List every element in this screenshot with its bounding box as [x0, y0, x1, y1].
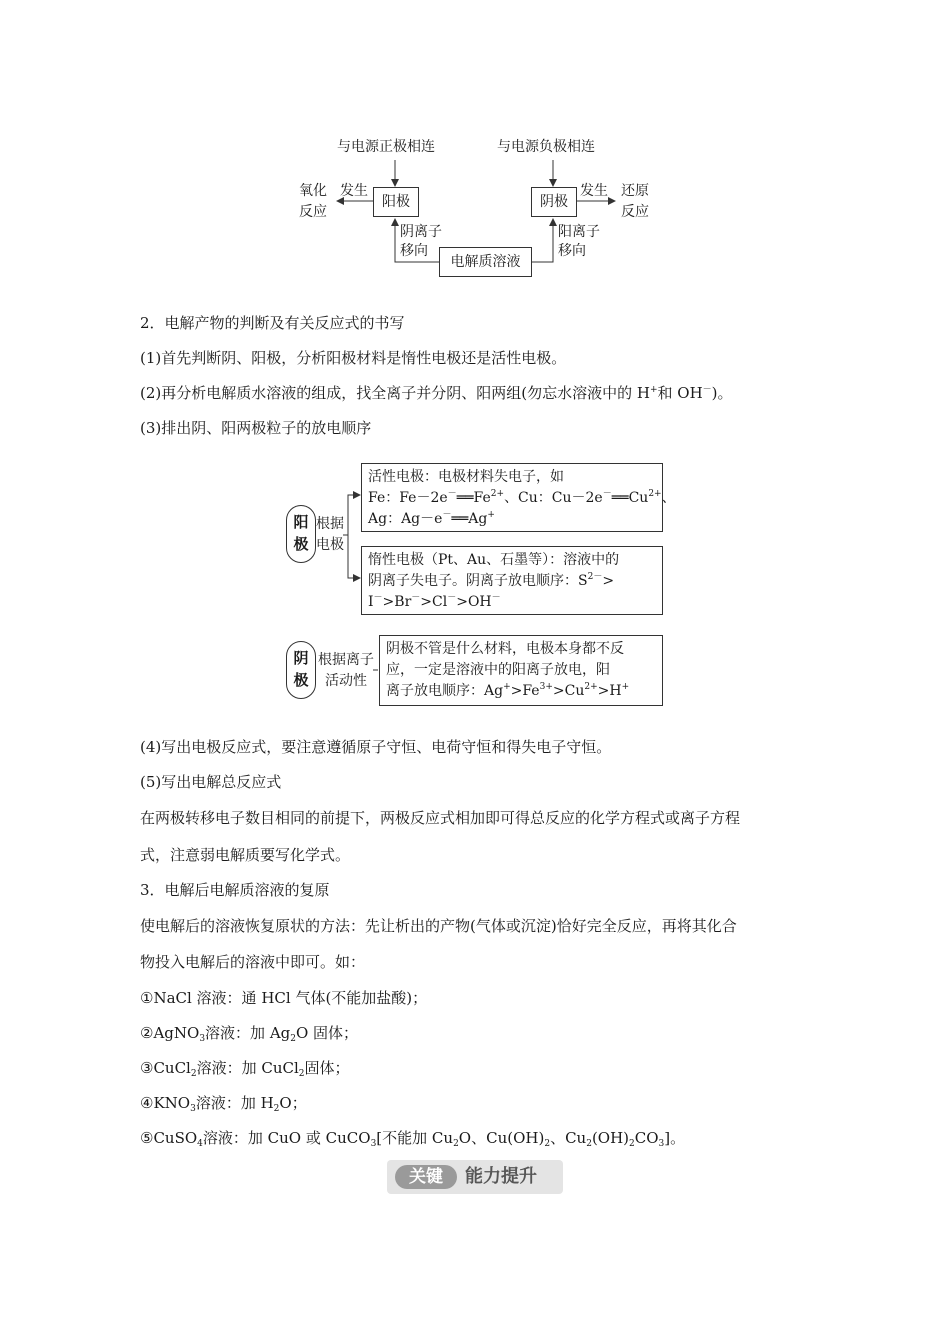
cu-eq-right: ══Cu: [611, 490, 649, 506]
cathode-pill-char-1: 阴: [293, 649, 309, 667]
happen-right-label: 发生: [580, 183, 608, 199]
cathode-line-1: 阴极不管是什么材料，电极本身都不反: [386, 641, 624, 657]
ag-ion-charge: +: [487, 510, 495, 520]
fe-cation: >Fe: [510, 683, 540, 699]
item-5-e: 、Cu: [550, 1129, 587, 1147]
item-3-b: 溶液：加 CuCl: [196, 1059, 299, 1077]
paragraph-1: (1)首先判断阴、阳极，分析阳极材料是惰性电极还是活性电极。: [140, 349, 567, 367]
cu-e-charge: －: [602, 489, 612, 499]
item-3-a: ③CuCl: [140, 1059, 191, 1077]
ag-eq-left: Ag：Ag－e: [368, 511, 443, 527]
reduction-label-2: 反应: [621, 204, 649, 220]
cation-move-label-2: 移向: [558, 243, 586, 259]
item-5-f: (OH): [591, 1129, 630, 1147]
h-cation: >H: [597, 683, 622, 699]
anode-pill-char-1: 阳: [293, 513, 309, 531]
item-5-c: [不能加 Cu: [376, 1129, 454, 1147]
item-4-c: O；: [279, 1094, 307, 1112]
anode-pill-char-2: 极: [293, 535, 309, 553]
ag-cation-charge: +: [503, 682, 511, 692]
anode-label: 阳极: [382, 194, 410, 210]
paragraph-2-end: )。: [711, 384, 733, 402]
item-2: [140, 1023, 358, 1043]
by-ion-2: 活动性: [325, 673, 367, 689]
fe-ion-charge: 2+: [490, 489, 505, 499]
inert-line-2: [368, 571, 614, 591]
by-ion-1: 根据离子: [318, 652, 374, 668]
active-line-2-end: 、: [661, 490, 676, 506]
by-electrode-2: 电极: [316, 537, 344, 553]
active-electrode-box: [361, 463, 676, 532]
cu-cation-charge: 2+: [584, 682, 598, 692]
active-line-2: [368, 488, 676, 508]
item-2-c: O 固体；: [295, 1024, 359, 1042]
cl-ion: >Cl: [420, 594, 448, 610]
inert-line-3: [368, 592, 501, 612]
inert-line-2-text: 阴离子失电子。阴离子放电顺序：S: [368, 573, 588, 589]
paragraph-6a: 在两极转移电子数目相同的前提下，两极反应式相加即可得总反应的化学方程式或离子方程: [140, 809, 741, 827]
cathode-line-3: [386, 681, 629, 701]
item-3-sub1: 2: [190, 1069, 197, 1079]
item-3: [140, 1058, 350, 1078]
anode-pill: [286, 505, 316, 563]
cu-cation: >Cu: [552, 683, 585, 699]
item-2-sub1: 3: [199, 1034, 206, 1044]
item-4-sub2: 2: [273, 1104, 280, 1114]
item-1: ①NaCl 溶液：通 HCl 气体(不能加盐酸)；: [140, 989, 428, 1007]
active-line-3: [368, 509, 495, 529]
item-2-a: ②AgNO: [140, 1024, 200, 1042]
br-ion: >Br: [382, 594, 412, 610]
active-line-1: 活性电极：电极材料失电子，如: [368, 469, 564, 485]
cl-ion-charge: －: [447, 593, 457, 603]
fe-eq-right: ══Fe: [456, 490, 491, 506]
banner-tag: 关键: [395, 1165, 457, 1189]
anode-source-label: 与电源正极相连: [337, 139, 435, 155]
happen-left-label: 发生: [340, 183, 368, 199]
inert-electrode-box: [361, 546, 663, 615]
item-5-h: ]。: [664, 1129, 686, 1147]
ag-e-charge: －: [442, 510, 452, 520]
item-5-b: 溶液：加 CuO 或 CuCO: [202, 1129, 371, 1147]
cathode-label: 阴极: [540, 194, 568, 210]
item-5-sub1: 4: [197, 1139, 203, 1149]
item-5-d: O、Cu(OH): [458, 1129, 545, 1147]
oh-ion-charge-2: －: [491, 593, 501, 603]
fe-eq-left: Fe：Fe－2e: [368, 490, 448, 506]
electrolyte-label: 电解质溶液: [450, 254, 521, 270]
item-5-sub5: 2: [586, 1139, 592, 1149]
item-4-b: 溶液：加 H: [195, 1094, 274, 1112]
paragraph-6b: 式，注意弱电解质要写化学式。: [140, 846, 351, 864]
item-5-sub4: 2: [544, 1139, 551, 1149]
inert-line-1: 惰性电极（Pt、Au、石墨等）：溶液中的: [368, 552, 620, 568]
by-electrode-1: 根据: [316, 516, 344, 532]
to-inert-arrow: [348, 535, 360, 578]
cathode-rule-box: [379, 635, 663, 706]
i-ion-charge: －: [373, 593, 383, 603]
item-2-sub2: 2: [290, 1034, 296, 1044]
anion-move-label-2: 移向: [400, 243, 428, 259]
h-ion-charge: +: [649, 385, 658, 395]
h-cation-charge: +: [621, 682, 630, 692]
cathode-pill-char-2: 极: [293, 671, 309, 689]
i-ion: I: [368, 594, 374, 610]
item-5: [140, 1128, 685, 1148]
paragraph-2-mid: 和 OH: [657, 384, 703, 402]
item-2-b: 溶液：加 Ag: [205, 1024, 291, 1042]
br-ion-charge: －: [411, 593, 421, 603]
item-5-sub3: 2: [453, 1139, 459, 1149]
item-5-sub7: 3: [658, 1139, 665, 1149]
item-5-sub2: 3: [370, 1139, 377, 1149]
s-ion-charge: 2－: [587, 572, 603, 582]
to-active-arrow: [348, 495, 360, 535]
inert-line-2-gt: >: [602, 573, 615, 589]
item-3-c: 固体；: [304, 1059, 350, 1077]
cathode-source-label: 与电源负极相连: [497, 139, 595, 155]
fe-cation-charge: 3+: [539, 682, 553, 692]
item-5-g: CO: [634, 1129, 659, 1147]
reduction-label-1: 还原: [621, 183, 649, 199]
paragraph-2-text: (2)再分析电解质水溶液的组成，找全离子并分阴、阳两组(勿忘水溶液中的 H: [140, 384, 650, 402]
cation-move-label-1: 阳离子: [558, 224, 600, 240]
item-4: [140, 1093, 307, 1113]
oh-ion: >OH: [456, 594, 492, 610]
paragraph-4: (4)写出电极反应式，要注意遵循原子守恒、电荷守恒和得失电子守恒。: [140, 738, 612, 756]
item-4-a: ④KNO: [140, 1094, 191, 1112]
cu-eq-left: 、Cu：Cu－2e: [504, 490, 603, 506]
oxidation-label-2: 反应: [299, 204, 327, 220]
item-4-sub1: 3: [190, 1104, 196, 1114]
ag-eq-right: ══Ag: [451, 511, 488, 527]
item-5-sub6: 2: [629, 1139, 635, 1149]
cu-ion-charge: 2+: [648, 489, 662, 499]
fe-e-charge: －: [447, 489, 457, 499]
section-3-heading: 3．电解后电解质溶液的复原: [140, 881, 330, 899]
item-5-a: ⑤CuSO: [140, 1129, 198, 1147]
ag-cation: 离子放电顺序：Ag: [386, 683, 504, 699]
paragraph-7b: 物投入电解后的溶液中即可。如：: [140, 953, 366, 971]
oxidation-label-1: 氧化: [299, 183, 327, 199]
cathode-pill: [286, 641, 316, 699]
oh-ion-charge: －: [702, 385, 712, 395]
anion-move-label-1: 阴离子: [400, 224, 442, 240]
paragraph-7a: 使电解后的溶液恢复原状的方法：先让析出的产物(气体或沉淀)恰好完全反应，再将其化合: [140, 917, 737, 935]
cathode-line-2: 应，一定是溶液中的阳离子放电，阳: [386, 662, 610, 678]
section-2-heading: 2．电解产物的判断及有关反应式的书写: [140, 314, 405, 332]
paragraph-3: (3)排出阴、阳两极粒子的放电顺序: [140, 419, 372, 437]
section-banner: [387, 1160, 563, 1194]
banner-title: 能力提升: [465, 1166, 537, 1187]
item-3-sub2: 2: [298, 1069, 305, 1079]
paragraph-5: (5)写出电解总反应式: [140, 773, 282, 791]
